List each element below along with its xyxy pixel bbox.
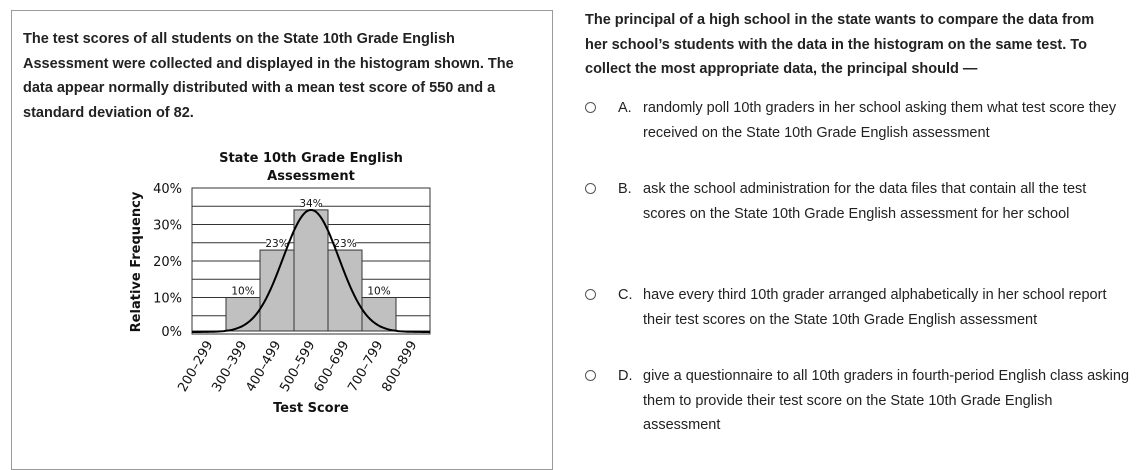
x-tick-label: 300–399 [209, 338, 251, 395]
y-tick-label: 40% [153, 182, 182, 197]
bar-600–699 [328, 250, 362, 331]
choice-c[interactable] [585, 283, 1130, 333]
x-tick-label: 700–799 [345, 338, 387, 395]
y-tick-label: 10% [153, 291, 182, 307]
x-tick-label: 200–299 [175, 338, 217, 395]
bar-500–599 [294, 210, 328, 331]
x-tick-label: 500–599 [277, 338, 319, 395]
y-tick-label: 30% [153, 218, 182, 234]
x-tick-label: 400–499 [243, 338, 285, 395]
choice-d-text: give a questionnaire to all 10th graders in fourth-period English class asking them to provide their test score on the State 10th Grade English assessment [643, 368, 1130, 433]
stimulus-text: The test scores of all students on the State 10th Grade English Assessment were collected and displayed in the histogram shown. The data appear normally distributed with a mean test score of 550 and a standard deviation of 82. [23, 31, 514, 121]
choice-a[interactable] [585, 96, 1130, 146]
x-tick-label: 800–899 [379, 338, 421, 395]
histogram-chart [0, 0, 560, 459]
data-label: 10% [367, 285, 391, 298]
choice-a-letter: A. [618, 100, 632, 116]
chart-title-line-2: Assessment [267, 169, 355, 184]
choice-c-text: have every third 10th grader arranged alphabetically in her school report their test scores on the State 10th Grade English assessment [643, 287, 1107, 328]
question-prompt: The principal of a high school in the state wants to compare the data from her school’s students with the data in the histogram on the same test. To collect the most appropriate data, the principal should — [585, 12, 1095, 77]
choice-b-letter: B. [618, 181, 632, 197]
choice-b[interactable] [585, 177, 1130, 251]
radio-b[interactable] [585, 183, 596, 194]
radio-a[interactable] [585, 102, 596, 113]
data-label: 10% [231, 285, 255, 298]
choice-d-letter: D. [618, 368, 633, 384]
choice-d[interactable] [585, 364, 1130, 438]
data-label: 23% [265, 238, 289, 251]
choice-c-letter: C. [618, 287, 633, 303]
chart-title-line-1: State 10th Grade English [219, 151, 403, 166]
choice-a-text: randomly poll 10th graders in her school asking them what test score they received on the State 10th Grade English assessment [643, 100, 1117, 141]
y-tick-label: 20% [153, 255, 182, 270]
y-tick-label: 0% [161, 325, 182, 340]
radio-d[interactable] [585, 370, 596, 381]
data-label: 23% [333, 238, 357, 251]
bar-400–499 [260, 250, 294, 331]
x-tick-label: 600–699 [311, 338, 353, 395]
radio-c[interactable] [585, 289, 596, 300]
x-axis-title: Test Score [273, 401, 349, 416]
y-axis-title: Relative Frequency [129, 191, 144, 333]
data-label: 34% [299, 197, 323, 210]
choice-b-text: ask the school administration for the data files that contain all the test scores on the State 10th Grade English assessment for her school [643, 181, 1087, 222]
